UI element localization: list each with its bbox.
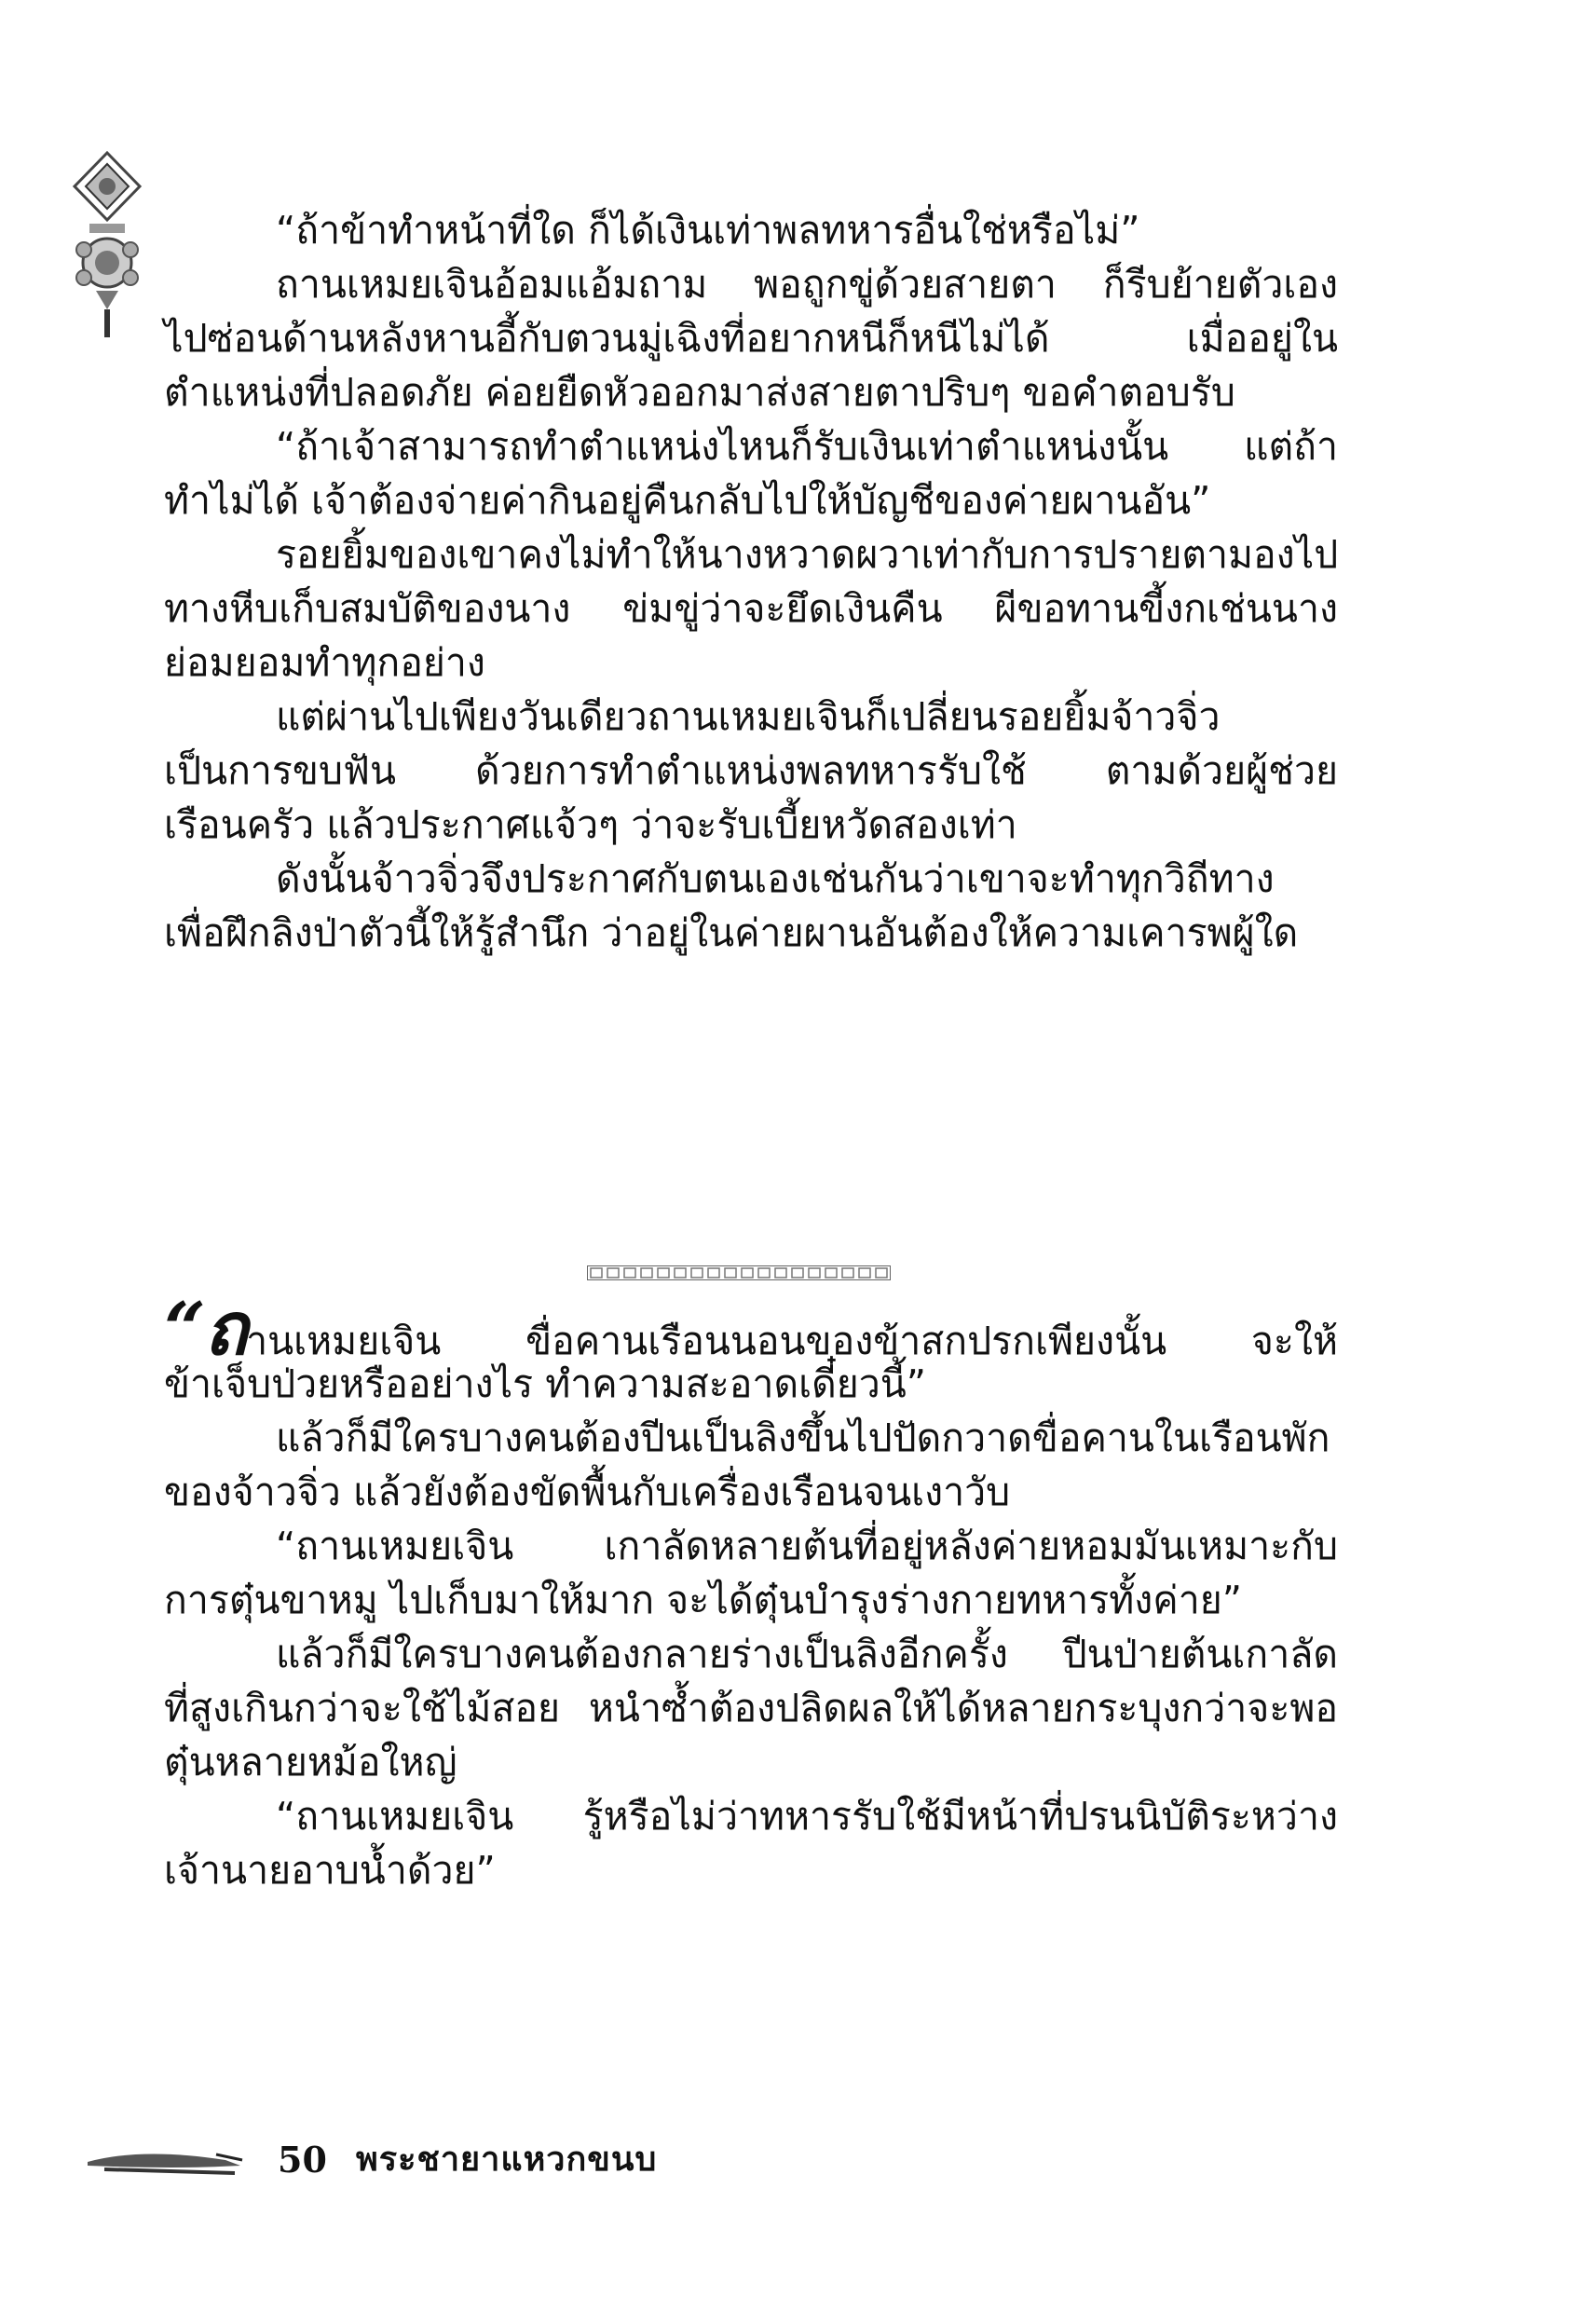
text-line: เรือนครัว แล้วประกาศแจ้วๆ ว่าจะรับเบี้ยหวัดสองเท่า [164, 802, 1017, 847]
text-line: แล้วก็มีใครบางคนต้องปีนเป็นลิงขึ้นไปปัดกวาดขื่อคานในเรือนพัก [276, 1415, 1330, 1460]
text-line: “ถานเหมยเจิน รู้หรือไม่ว่าทหารรับใช้มีหน้าที่ปรนนิบัติระหว่าง [276, 1794, 1338, 1839]
text-line: ทำไม่ได้ เจ้าต้องจ่ายค่ากินอยู่คืนกลับไปให้บัญชีของค่ายผานอัน” [164, 478, 1211, 523]
text-line: เจ้านายอาบน้ำด้วย” [164, 1848, 496, 1893]
dropcap-line [164, 1287, 1338, 1372]
dropcap-letter: “ถ [164, 1287, 247, 1372]
text-line: “ถานเหมยเจิน เกาลัดหลายต้นที่อยู่หลังค่ายหอมมันเหมาะกับ [276, 1524, 1338, 1568]
text-line: การตุ๋นขาหมู ไปเก็บมาให้มาก จะได้ตุ๋นบำรุงร่างกายทหารทั้งค่าย” [164, 1578, 1242, 1622]
text-line: แต่ผ่านไปเพียงวันเดียวถานเหมยเจินก็เปลี่ยนรอยยิ้มจ้าวจิ่ว [276, 694, 1221, 739]
text-line: ข้าเจ็บป่วยหรืออย่างไร ทำความสะอาดเดี๋ยวนี้” [164, 1361, 927, 1406]
brush-pen-icon [86, 2141, 244, 2179]
decorative-ornament-icon [65, 149, 149, 345]
text-line: ทางหีบเก็บสมบัติของนาง ข่มขู่ว่าจะยึดเงินคืน ผีขอทานขี้งกเช่นนาง [164, 586, 1338, 631]
page-number: 50 [278, 2139, 327, 2181]
text-line: เป็นการขบฟัน ด้วยการทำตำแหน่งพลทหารรับใช้ ตามด้วยผู้ช่วย [164, 748, 1338, 793]
text-line: เพื่อฝึกลิงป่าตัวนี้ให้รู้สำนึก ว่าอยู่ในค่ายผานอันต้องให้ความเคารพผู้ใด [164, 910, 1299, 955]
text-line: ย่อมยอมทำทุกอย่าง [164, 640, 485, 685]
book-title: พระชายาแหวกขนบ [356, 2140, 658, 2179]
page-footer [86, 2134, 738, 2186]
text-line: ตุ๋นหลายหม้อใหญ่ [164, 1740, 457, 1785]
text-line: ที่สูงเกินกว่าจะใช้ไม้สอย หนำซ้ำต้องปลิดผลให้ได้หลายกระบุงกว่าจะพอ [164, 1686, 1338, 1730]
text-line: ไปซ่อนด้านหลังหานอี้กับตวนมู่เฉิงที่อยากหนีก็หนีไม่ได้ เมื่ออยู่ใน [164, 316, 1338, 361]
text-line: “ถ้าเจ้าสามารถทำตำแหน่งไหนก็รับเงินเท่าตำแหน่งนั้น แต่ถ้า [276, 424, 1338, 469]
section-divider-icon [587, 1265, 891, 1280]
text-line: แล้วก็มีใครบางคนต้องกลายร่างเป็นลิงอีกครั้ง ปีนป่ายต้นเกาลัด [276, 1632, 1338, 1676]
text-line: “ถ้าข้าทำหน้าที่ใด ก็ได้เงินเท่าพลทหารอื่นใช่หรือไม่” [276, 208, 1140, 253]
text-line: รอยยิ้มของเขาคงไม่ทำให้นางหวาดผวาเท่ากับการปรายตามองไป [276, 532, 1339, 577]
text-line: ตำแหน่งที่ปลอดภัย ค่อยยืดหัวออกมาส่งสายตาปริบๆ ขอคำตอบรับ [164, 370, 1235, 415]
body-text-top [164, 203, 1338, 960]
body-text-bottom [164, 1287, 1338, 1897]
dropcap-line-text: านเหมยเจิน ขื่อคานเรือนนอนของข้าสกปรกเพียงนั้น จะให้ [246, 1319, 1338, 1363]
text-line: ของจ้าวจิ่ว แล้วยังต้องขัดพื้นกับเครื่องเรือนจนเงาวับ [164, 1470, 1011, 1514]
text-line: ดังนั้นจ้าวจิ่วจึงประกาศกับตนเองเช่นกันว่าเขาจะทำทุกวิถีทาง [276, 856, 1275, 901]
text-line: ถานเหมยเจินอ้อมแอ้มถาม พอถูกขู่ด้วยสายตา ก็รีบย้ายตัวเอง [276, 262, 1338, 307]
